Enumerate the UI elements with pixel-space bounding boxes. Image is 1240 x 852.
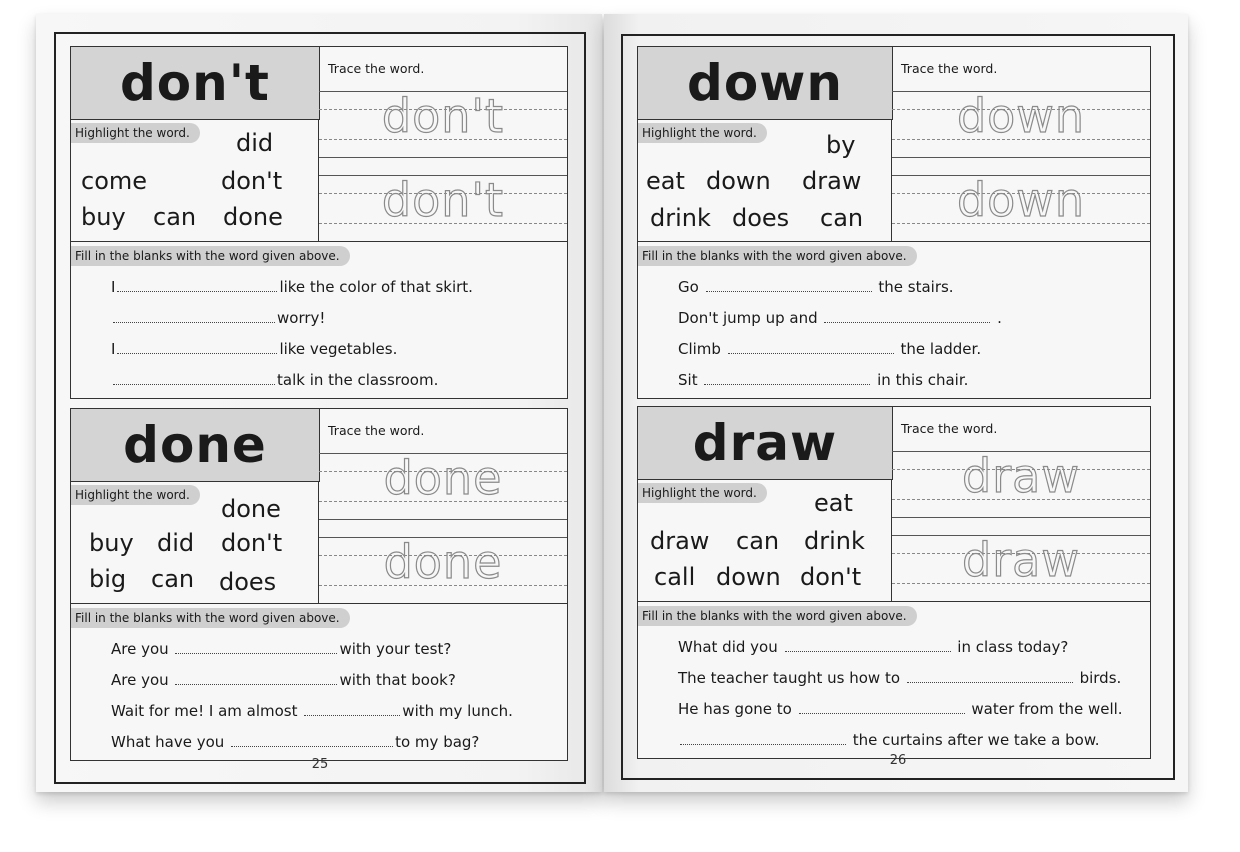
sentence: Sit in this chair.	[678, 371, 969, 389]
highlight-label: Highlight the word.	[638, 123, 767, 143]
sentence: I like vegetables.	[111, 340, 398, 358]
blank[interactable]	[113, 310, 275, 323]
sentence: The teacher taught us how to birds.	[678, 669, 1122, 687]
highlight-word[interactable]: don't	[800, 563, 862, 591]
fill-label: Fill in the blanks with the word given above.	[71, 608, 350, 628]
blank[interactable]	[728, 341, 894, 354]
page-number: 25	[311, 757, 329, 772]
word-card-dont	[70, 46, 568, 399]
highlight-word[interactable]: call	[654, 563, 696, 591]
highlight-word[interactable]: down	[706, 167, 771, 195]
sentence: What have you to my bag?	[111, 733, 480, 751]
blank[interactable]	[113, 372, 275, 385]
highlight-box	[71, 119, 319, 241]
blank[interactable]	[304, 703, 400, 716]
blank[interactable]	[680, 732, 846, 745]
highlight-word[interactable]: can	[153, 203, 197, 231]
blank[interactable]	[231, 734, 393, 747]
highlight-box	[638, 479, 892, 601]
highlight-word[interactable]: can	[820, 204, 864, 232]
sight-word: down	[638, 47, 893, 120]
blank[interactable]	[799, 701, 965, 714]
word-card-down	[637, 46, 1151, 399]
sentence: Climb the ladder.	[678, 340, 982, 358]
highlight-word[interactable]: down	[716, 563, 781, 591]
fill-label: Fill in the blanks with the word given above.	[638, 606, 917, 626]
blank[interactable]	[175, 672, 337, 685]
highlight-label: Highlight the word.	[638, 483, 767, 503]
traced-word[interactable]: done	[383, 451, 503, 505]
traced-word[interactable]: don't	[381, 173, 505, 227]
page-number: 26	[889, 753, 907, 768]
highlight-word[interactable]: eat	[814, 489, 853, 517]
fill-area	[638, 601, 1150, 758]
trace-label: Trace the word.	[328, 61, 425, 76]
trace-area	[892, 407, 1150, 601]
sentence: Are you with your test?	[111, 640, 452, 658]
highlight-word[interactable]: don't	[221, 167, 283, 195]
sentence: Are you with that book?	[111, 671, 456, 689]
sentence: worry!	[111, 309, 325, 327]
blank[interactable]	[175, 641, 337, 654]
left-page	[36, 14, 602, 792]
blank[interactable]	[117, 341, 277, 354]
highlight-word[interactable]: done	[221, 495, 281, 523]
sentence: He has gone to water from the well.	[678, 700, 1123, 718]
highlight-word[interactable]: draw	[650, 527, 710, 555]
highlight-word[interactable]: drink	[804, 527, 865, 555]
highlight-word[interactable]: did	[157, 529, 195, 557]
trace-label: Trace the word.	[328, 423, 425, 438]
highlight-box	[71, 481, 319, 603]
word-card-draw	[637, 406, 1151, 759]
traced-word[interactable]: done	[383, 535, 503, 589]
trace-label: Trace the word.	[901, 61, 998, 76]
sight-word: don't	[71, 47, 320, 120]
traced-word[interactable]: down	[956, 89, 1086, 143]
sentence: I like the color of that skirt.	[111, 278, 473, 296]
highlight-word[interactable]: drink	[650, 204, 711, 232]
trace-area	[319, 47, 567, 241]
page-frame	[54, 32, 586, 784]
sentence: talk in the classroom.	[111, 371, 438, 389]
highlight-box	[638, 119, 892, 241]
highlight-word[interactable]: big	[89, 565, 127, 593]
highlight-word[interactable]: buy	[89, 529, 134, 557]
traced-word[interactable]: draw	[962, 533, 1080, 587]
highlight-word[interactable]: does	[219, 568, 277, 596]
highlight-word[interactable]: does	[732, 204, 790, 232]
highlight-word[interactable]: by	[826, 131, 856, 159]
highlight-word[interactable]: can	[151, 565, 195, 593]
highlight-word[interactable]: done	[223, 203, 283, 231]
highlight-word[interactable]: did	[236, 129, 274, 157]
traced-word[interactable]: don't	[381, 89, 505, 143]
sight-word: done	[71, 409, 320, 482]
page-frame	[621, 34, 1175, 780]
trace-area	[892, 47, 1150, 241]
fill-area	[71, 603, 567, 760]
highlight-word[interactable]: can	[736, 527, 780, 555]
highlight-word[interactable]: draw	[802, 167, 862, 195]
sentence: Don't jump up and .	[678, 309, 1002, 327]
sentence: What did you in class today?	[678, 638, 1069, 656]
traced-word[interactable]: down	[956, 173, 1086, 227]
blank[interactable]	[785, 639, 951, 652]
sentence: Go the stairs.	[678, 278, 954, 296]
traced-word[interactable]: draw	[962, 449, 1080, 503]
highlight-label: Highlight the word.	[71, 485, 200, 505]
blank[interactable]	[706, 279, 872, 292]
highlight-word[interactable]: eat	[646, 167, 685, 195]
fill-area	[638, 241, 1150, 398]
sentence: the curtains after we take a bow.	[678, 731, 1099, 749]
trace-area	[319, 409, 567, 603]
highlight-word[interactable]: buy	[81, 203, 126, 231]
highlight-word[interactable]: come	[81, 167, 148, 195]
highlight-word[interactable]: don't	[221, 529, 283, 557]
fill-label: Fill in the blanks with the word given above.	[638, 246, 917, 266]
fill-area	[71, 241, 567, 398]
trace-label: Trace the word.	[901, 421, 998, 436]
fill-label: Fill in the blanks with the word given above.	[71, 246, 350, 266]
word-card-done	[70, 408, 568, 761]
right-page	[604, 14, 1188, 792]
sight-word: draw	[638, 407, 893, 480]
sentence: Wait for me! I am almost with my lunch.	[111, 702, 513, 720]
blank[interactable]	[907, 670, 1073, 683]
blank[interactable]	[824, 310, 990, 323]
highlight-label: Highlight the word.	[71, 123, 200, 143]
blank[interactable]	[704, 372, 870, 385]
blank[interactable]	[117, 279, 277, 292]
